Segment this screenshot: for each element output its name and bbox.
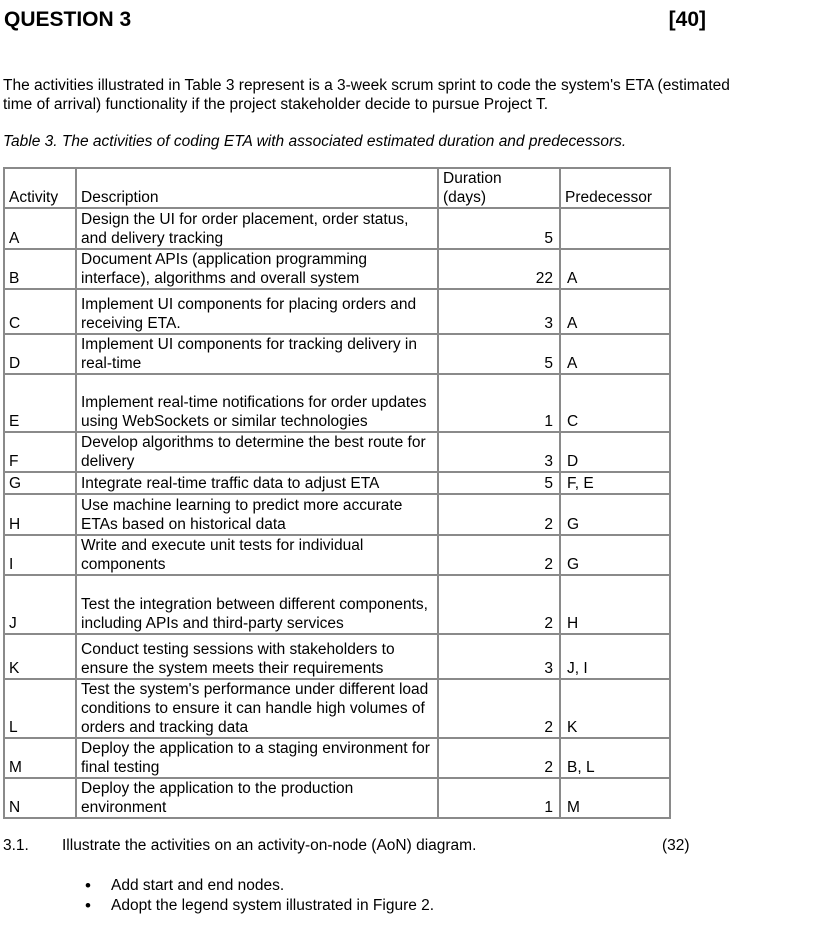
predecessor-cell: G — [560, 494, 670, 535]
activity-cell: D — [4, 334, 76, 374]
table-row — [4, 679, 670, 738]
predecessor-cell: A — [560, 289, 670, 334]
description-cell: Implement real-time notifications for order updates using WebSockets or similar technologies — [76, 374, 438, 432]
description-cell: Implement UI components for tracking delivery in real-time — [76, 334, 438, 374]
table-body — [4, 208, 670, 818]
question-title: QUESTION 3 — [4, 8, 132, 31]
predecessor-cell: A — [560, 334, 670, 374]
table-row — [4, 208, 670, 249]
question-marks: [40] — [668, 8, 706, 31]
activity-cell: E — [4, 374, 76, 432]
activity-cell: J — [4, 575, 76, 634]
activity-cell: K — [4, 634, 76, 679]
subquestion-marks: (32) — [662, 837, 690, 854]
table-row — [4, 535, 670, 575]
description-cell: Deploy the application to a staging environment for final testing — [76, 738, 438, 778]
header-duration — [438, 168, 560, 208]
activity-cell: A — [4, 208, 76, 249]
description-cell: Write and execute unit tests for individual components — [76, 535, 438, 575]
duration-cell: 2 — [438, 494, 560, 535]
predecessor-cell: G — [560, 535, 670, 575]
description-cell: Implement UI components for placing orders and receiving ETA. — [76, 289, 438, 334]
activity-cell: M — [4, 738, 76, 778]
description-cell: Integrate real-time traffic data to adjust ETA — [76, 472, 438, 494]
predecessor-cell: H — [560, 575, 670, 634]
predecessor-cell: M — [560, 778, 670, 818]
header-duration-line2: (days) — [443, 189, 487, 206]
table-row — [4, 289, 670, 334]
description-cell: Use machine learning to predict more accurate ETAs based on historical data — [76, 494, 438, 535]
duration-cell: 3 — [438, 432, 560, 472]
predecessor-cell: C — [560, 374, 670, 432]
subquestion-text: Illustrate the activities on an activity-on-node (AoN) diagram. — [62, 837, 477, 854]
duration-cell: 3 — [438, 289, 560, 334]
table-row — [4, 472, 670, 494]
list-item: • Adopt the legend system illustrated in Figure 2. — [85, 896, 434, 916]
table-row — [4, 432, 670, 472]
header-description: Description — [76, 168, 438, 208]
predecessor-cell: J, I — [560, 634, 670, 679]
predecessor-cell: F, E — [560, 472, 670, 494]
activity-cell: G — [4, 472, 76, 494]
list-item: • Add start and end nodes. — [85, 876, 434, 896]
header-duration-line1: Duration — [443, 170, 502, 187]
duration-cell: 2 — [438, 679, 560, 738]
description-cell: Conduct testing sessions with stakeholders to ensure the system meets their requirements — [76, 634, 438, 679]
duration-cell: 1 — [438, 778, 560, 818]
duration-cell: 2 — [438, 535, 560, 575]
activity-cell: F — [4, 432, 76, 472]
question-header — [4, 8, 706, 38]
header-predecessor: Predecessor — [560, 168, 670, 208]
activity-cell: L — [4, 679, 76, 738]
instruction-list — [85, 876, 434, 916]
table-row — [4, 494, 670, 535]
intro-paragraph: The activities illustrated in Table 3 represent is a 3-week scrum sprint to code the system's ETA (estimated time of arrival) functionality if the project stakeholder decide to pursue Project T. — [3, 77, 730, 113]
duration-cell: 1 — [438, 374, 560, 432]
predecessor-cell: D — [560, 432, 670, 472]
table-row — [4, 738, 670, 778]
predecessor-cell: K — [560, 679, 670, 738]
description-cell: Document APIs (application programming interface), algorithms and overall system — [76, 249, 438, 289]
duration-cell: 2 — [438, 738, 560, 778]
duration-cell: 22 — [438, 249, 560, 289]
predecessor-cell — [560, 208, 670, 249]
description-cell: Develop algorithms to determine the best route for delivery — [76, 432, 438, 472]
table-row — [4, 778, 670, 818]
activities-table — [3, 167, 671, 819]
header-activity: Activity — [4, 168, 76, 208]
activity-cell: H — [4, 494, 76, 535]
subquestion-number: 3.1. — [3, 837, 29, 854]
duration-cell: 3 — [438, 634, 560, 679]
description-cell: Deploy the application to the production environment — [76, 778, 438, 818]
duration-cell: 5 — [438, 472, 560, 494]
table-row — [4, 634, 670, 679]
table-row — [4, 575, 670, 634]
description-cell: Test the integration between different components, including APIs and third-party services — [76, 575, 438, 634]
table-row — [4, 334, 670, 374]
activity-cell: B — [4, 249, 76, 289]
table-caption: Table 3. The activities of coding ETA with associated estimated duration and predecessors. — [3, 133, 627, 150]
activity-cell: C — [4, 289, 76, 334]
description-cell: Design the UI for order placement, order status, and delivery tracking — [76, 208, 438, 249]
table-row — [4, 374, 670, 432]
predecessor-cell: B, L — [560, 738, 670, 778]
activity-cell: I — [4, 535, 76, 575]
table-row — [4, 249, 670, 289]
activity-cell: N — [4, 778, 76, 818]
table-header-row — [4, 168, 670, 208]
predecessor-cell: A — [560, 249, 670, 289]
duration-cell: 5 — [438, 334, 560, 374]
duration-cell: 5 — [438, 208, 560, 249]
description-cell: Test the system's performance under different load conditions to ensure it can handle high volumes of orders and tracking data — [76, 679, 438, 738]
duration-cell: 2 — [438, 575, 560, 634]
